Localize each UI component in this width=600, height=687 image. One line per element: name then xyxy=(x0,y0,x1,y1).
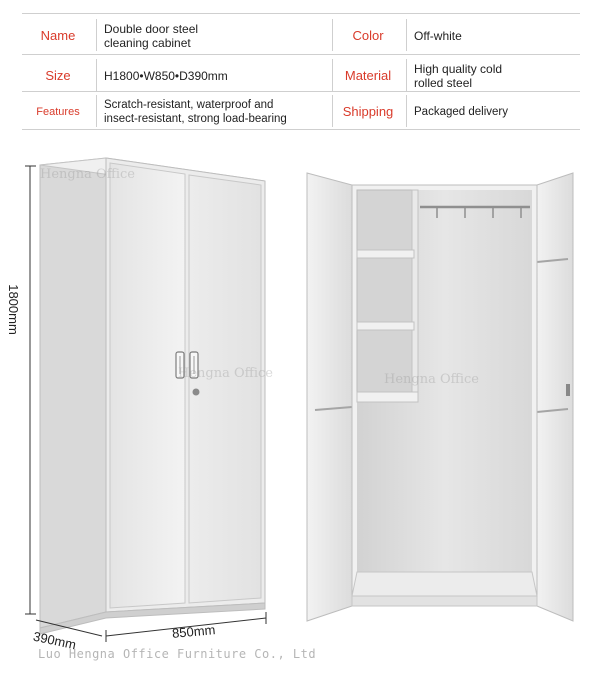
shelf xyxy=(357,392,418,402)
spec-label-features: Features xyxy=(36,105,80,118)
right-door xyxy=(189,175,261,603)
cabinet-side-panel xyxy=(40,158,106,628)
spec-value-features: Scratch-resistant, waterproof and insect-resistant, strong load-bearing xyxy=(104,98,287,125)
spec-value-color: Off-white xyxy=(414,28,462,43)
spec-value-material: High quality cold rolled steel xyxy=(414,61,503,90)
height-dimension-label: 1800mm xyxy=(5,284,21,335)
closed-cabinet xyxy=(40,158,265,634)
spec-value-name: Double door steel cleaning cabinet xyxy=(104,21,199,50)
footer-watermark: Luo Hengna Office Furniture Co., Ltd xyxy=(38,647,317,661)
left-door xyxy=(110,163,185,608)
open-door-left xyxy=(307,173,352,621)
spec-value-size: H1800•W850•D390mm xyxy=(104,68,228,83)
lock-icon xyxy=(566,384,570,396)
depth-dimension-label: 390mm xyxy=(31,628,78,653)
watermark: Hengna Office xyxy=(384,372,480,387)
shelf-unit xyxy=(357,190,414,400)
spec-label-name: Name xyxy=(40,28,76,43)
width-dimension-label: 850mm xyxy=(171,622,216,641)
watermark: Hengna Office xyxy=(40,167,136,182)
shelf xyxy=(357,322,414,330)
spec-label-size: Size xyxy=(45,68,71,83)
shelf xyxy=(357,250,414,258)
spec-value-shipping: Packaged delivery xyxy=(414,105,508,118)
lock-icon xyxy=(193,389,200,396)
watermark: Hengna Office xyxy=(178,366,274,381)
spec-label-color: Color xyxy=(352,28,384,43)
cabinet-floor xyxy=(352,572,537,596)
spec-label-material: Material xyxy=(344,68,392,83)
open-cabinet xyxy=(307,173,573,621)
spec-label-shipping: Shipping xyxy=(342,104,394,119)
open-door-right xyxy=(537,173,573,621)
